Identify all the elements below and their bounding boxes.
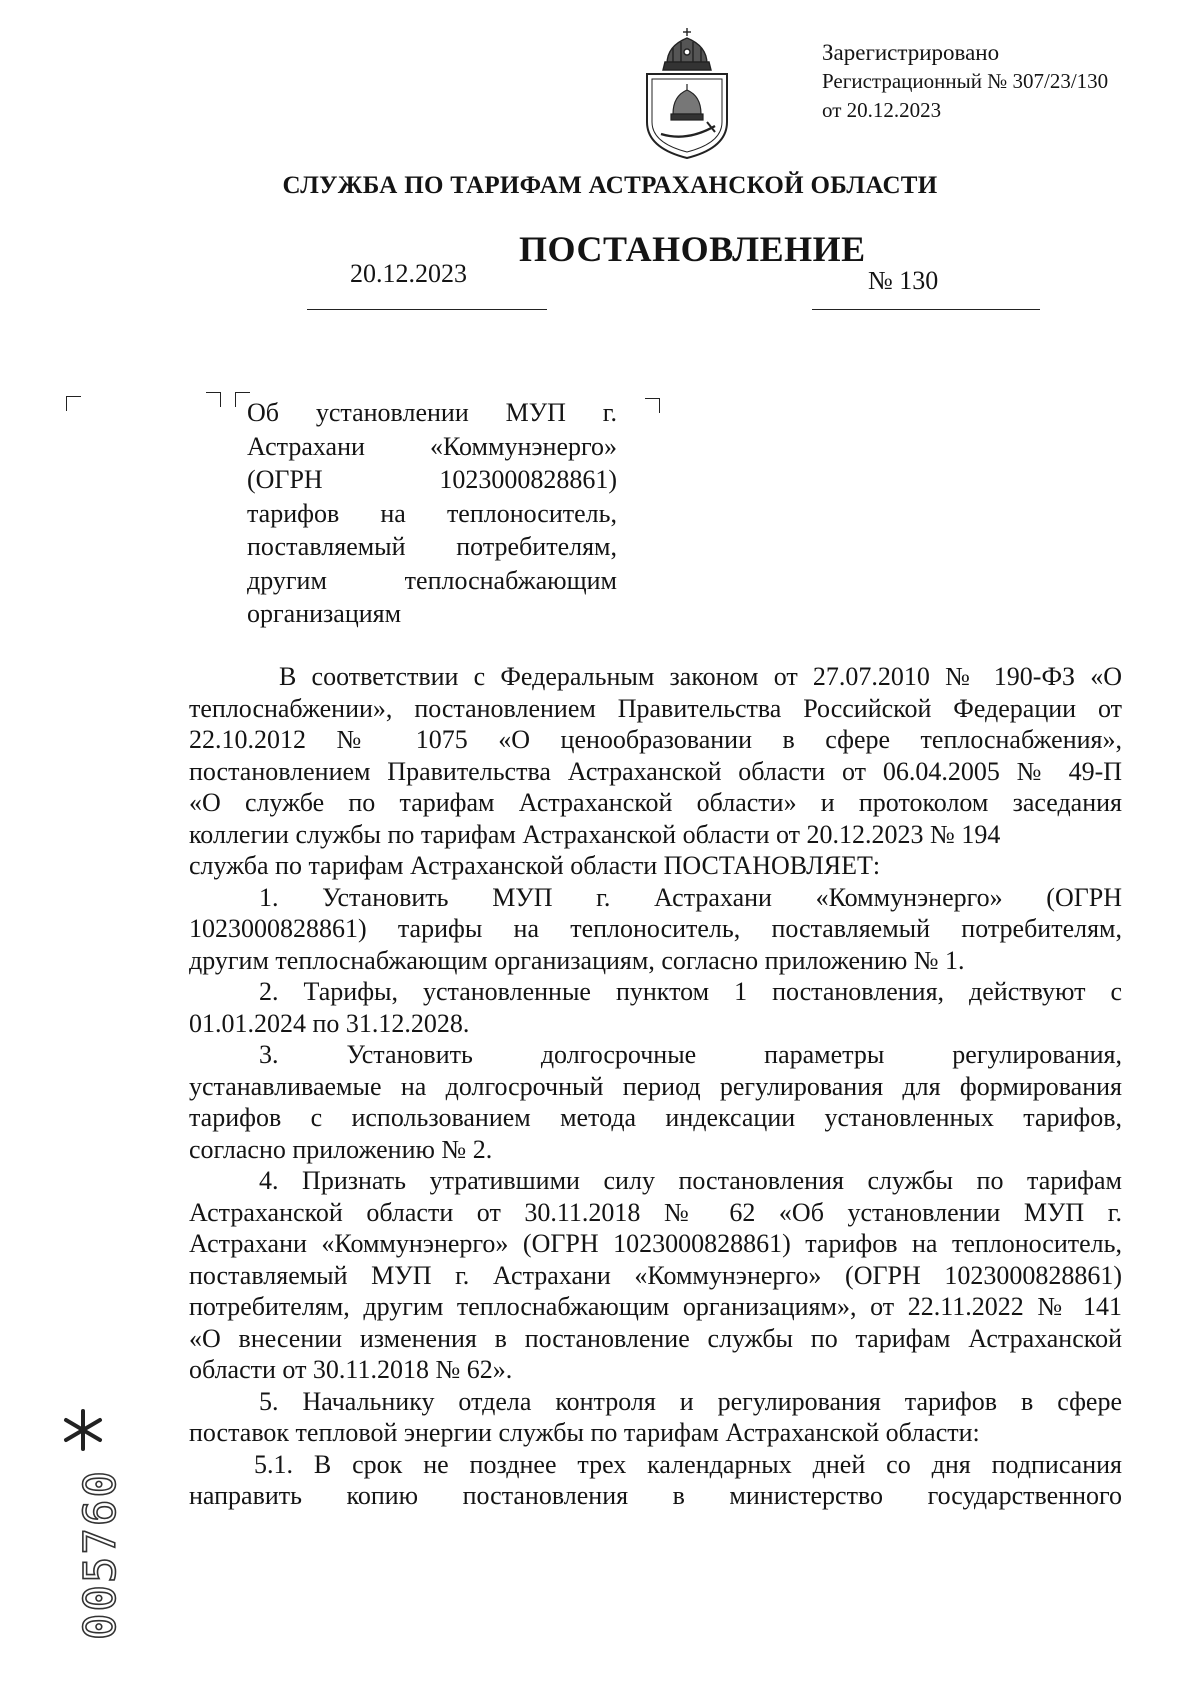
document-date: 20.12.2023 <box>350 259 467 288</box>
body-line: другим теплоснабжающим организациям, согласно приложению № 1. <box>189 945 965 975</box>
body-line: служба по тарифам Астраханской области ПОСТАНОВЛЯЕТ: <box>189 851 881 880</box>
document-subject <box>247 396 617 631</box>
body-line: 5. Начальнику отдела контроля и регулирования тарифов в сфере <box>259 1386 1122 1416</box>
body-line: 2. Тарифы, установленные пунктом 1 постановления, действуют с <box>259 977 1122 1006</box>
corner-bracket-subject-right <box>645 398 660 413</box>
document-number: № 130 <box>868 266 939 295</box>
document-type-heading: ПОСТАНОВЛЕНИЕ <box>519 229 866 269</box>
body-line: «О внесении изменения в постановление службы по тарифам Астраханской <box>189 1323 1122 1353</box>
asterisk-stamp-icon <box>60 1407 106 1453</box>
body-line: 5.1. В срок не позднее трех календарных дней со дня подписания <box>254 1449 1122 1479</box>
body-line: теплоснабжении», постановлением Правительства Российской Федерации от <box>189 693 1122 723</box>
body-line: 1. Установить МУП г. Астрахани «Коммунэнерго» (ОГРН <box>259 882 1122 912</box>
subject-line: другим теплоснабжающим <box>247 565 617 595</box>
subject-line: поставляемый потребителям, <box>247 532 617 561</box>
body-line: 3. Установить долгосрочные параметры регулирования, <box>259 1040 1122 1069</box>
body-line: 4. Признать утратившими силу постановления службы по тарифам <box>259 1166 1122 1195</box>
coat-of-arms-emblem <box>637 26 737 162</box>
body-line: области от 30.11.2018 № 62». <box>189 1355 513 1384</box>
body-line: коллегии службы по тарифам Астраханской области от 20.12.2023 № 194 <box>189 819 1001 849</box>
body-line: потребителям, другим теплоснабжающим организациям», от 22.11.2022 № 141 <box>189 1292 1122 1321</box>
stamp-number: 005760 <box>75 1469 126 1640</box>
body-line: Астрахани «Коммунэнерго» (ОГРН 1023000828861) тарифов на теплоноситель, <box>189 1229 1122 1258</box>
subject-line: (ОГРН 1023000828861) <box>247 465 617 494</box>
subject-line: тарифов на теплоноситель, <box>247 498 617 528</box>
body-line: 22.10.2012 № 1075 «О ценообразовании в сфере теплоснабжения», <box>189 725 1122 754</box>
number-underline <box>812 309 1040 310</box>
registration-block <box>822 38 1108 125</box>
document-body <box>189 661 1122 1512</box>
registration-number: Регистрационный № 307/23/130 <box>822 69 1109 93</box>
body-line: 1023000828861) тарифы на теплоноситель, поставляемый потребителям, <box>189 914 1122 943</box>
body-line: тарифов с использованием метода индексации установленных тарифов, <box>189 1103 1122 1132</box>
body-line: поставляемый МУП г. Астрахани «Коммунэнерго» (ОГРН 1023000828861) <box>189 1260 1122 1290</box>
subject-line: Астрахани «Коммунэнерго» <box>247 431 617 461</box>
registration-label: Зарегистрировано <box>822 40 1000 65</box>
body-line: постановлением Правительства Астраханской области от 06.04.2005 № 49-П <box>189 756 1122 786</box>
body-line: В соответствии с Федеральным законом от 27.07.2010 № 190-ФЗ «О <box>279 662 1122 691</box>
agency-name: СЛУЖБА ПО ТАРИФАМ АСТРАХАНСКОЙ ОБЛАСТИ <box>282 172 938 199</box>
date-underline <box>307 309 547 310</box>
body-line: согласно приложению № 2. <box>189 1134 493 1164</box>
subject-line: организациям <box>247 599 402 628</box>
subject-line: Об установлении МУП г. <box>247 398 617 427</box>
corner-bracket-left <box>66 396 81 411</box>
registration-date: от 20.12.2023 <box>822 98 942 122</box>
body-line: устанавливаемые на долгосрочный период регулирования для формирования <box>189 1071 1122 1101</box>
body-line: «О службе по тарифам Астраханской области» и протоколом заседания <box>189 788 1122 817</box>
body-line: направить копию постановления в министерство государственного <box>189 1481 1122 1510</box>
body-line: Астраханской области от 30.11.2018 № 62 «Об установлении МУП г. <box>189 1197 1122 1227</box>
body-line: 01.01.2024 по 31.12.2028. <box>189 1008 470 1038</box>
body-line: поставок тепловой энергии службы по тарифам Астраханской области: <box>189 1418 980 1447</box>
corner-bracket-subject-left-outer <box>206 392 221 407</box>
